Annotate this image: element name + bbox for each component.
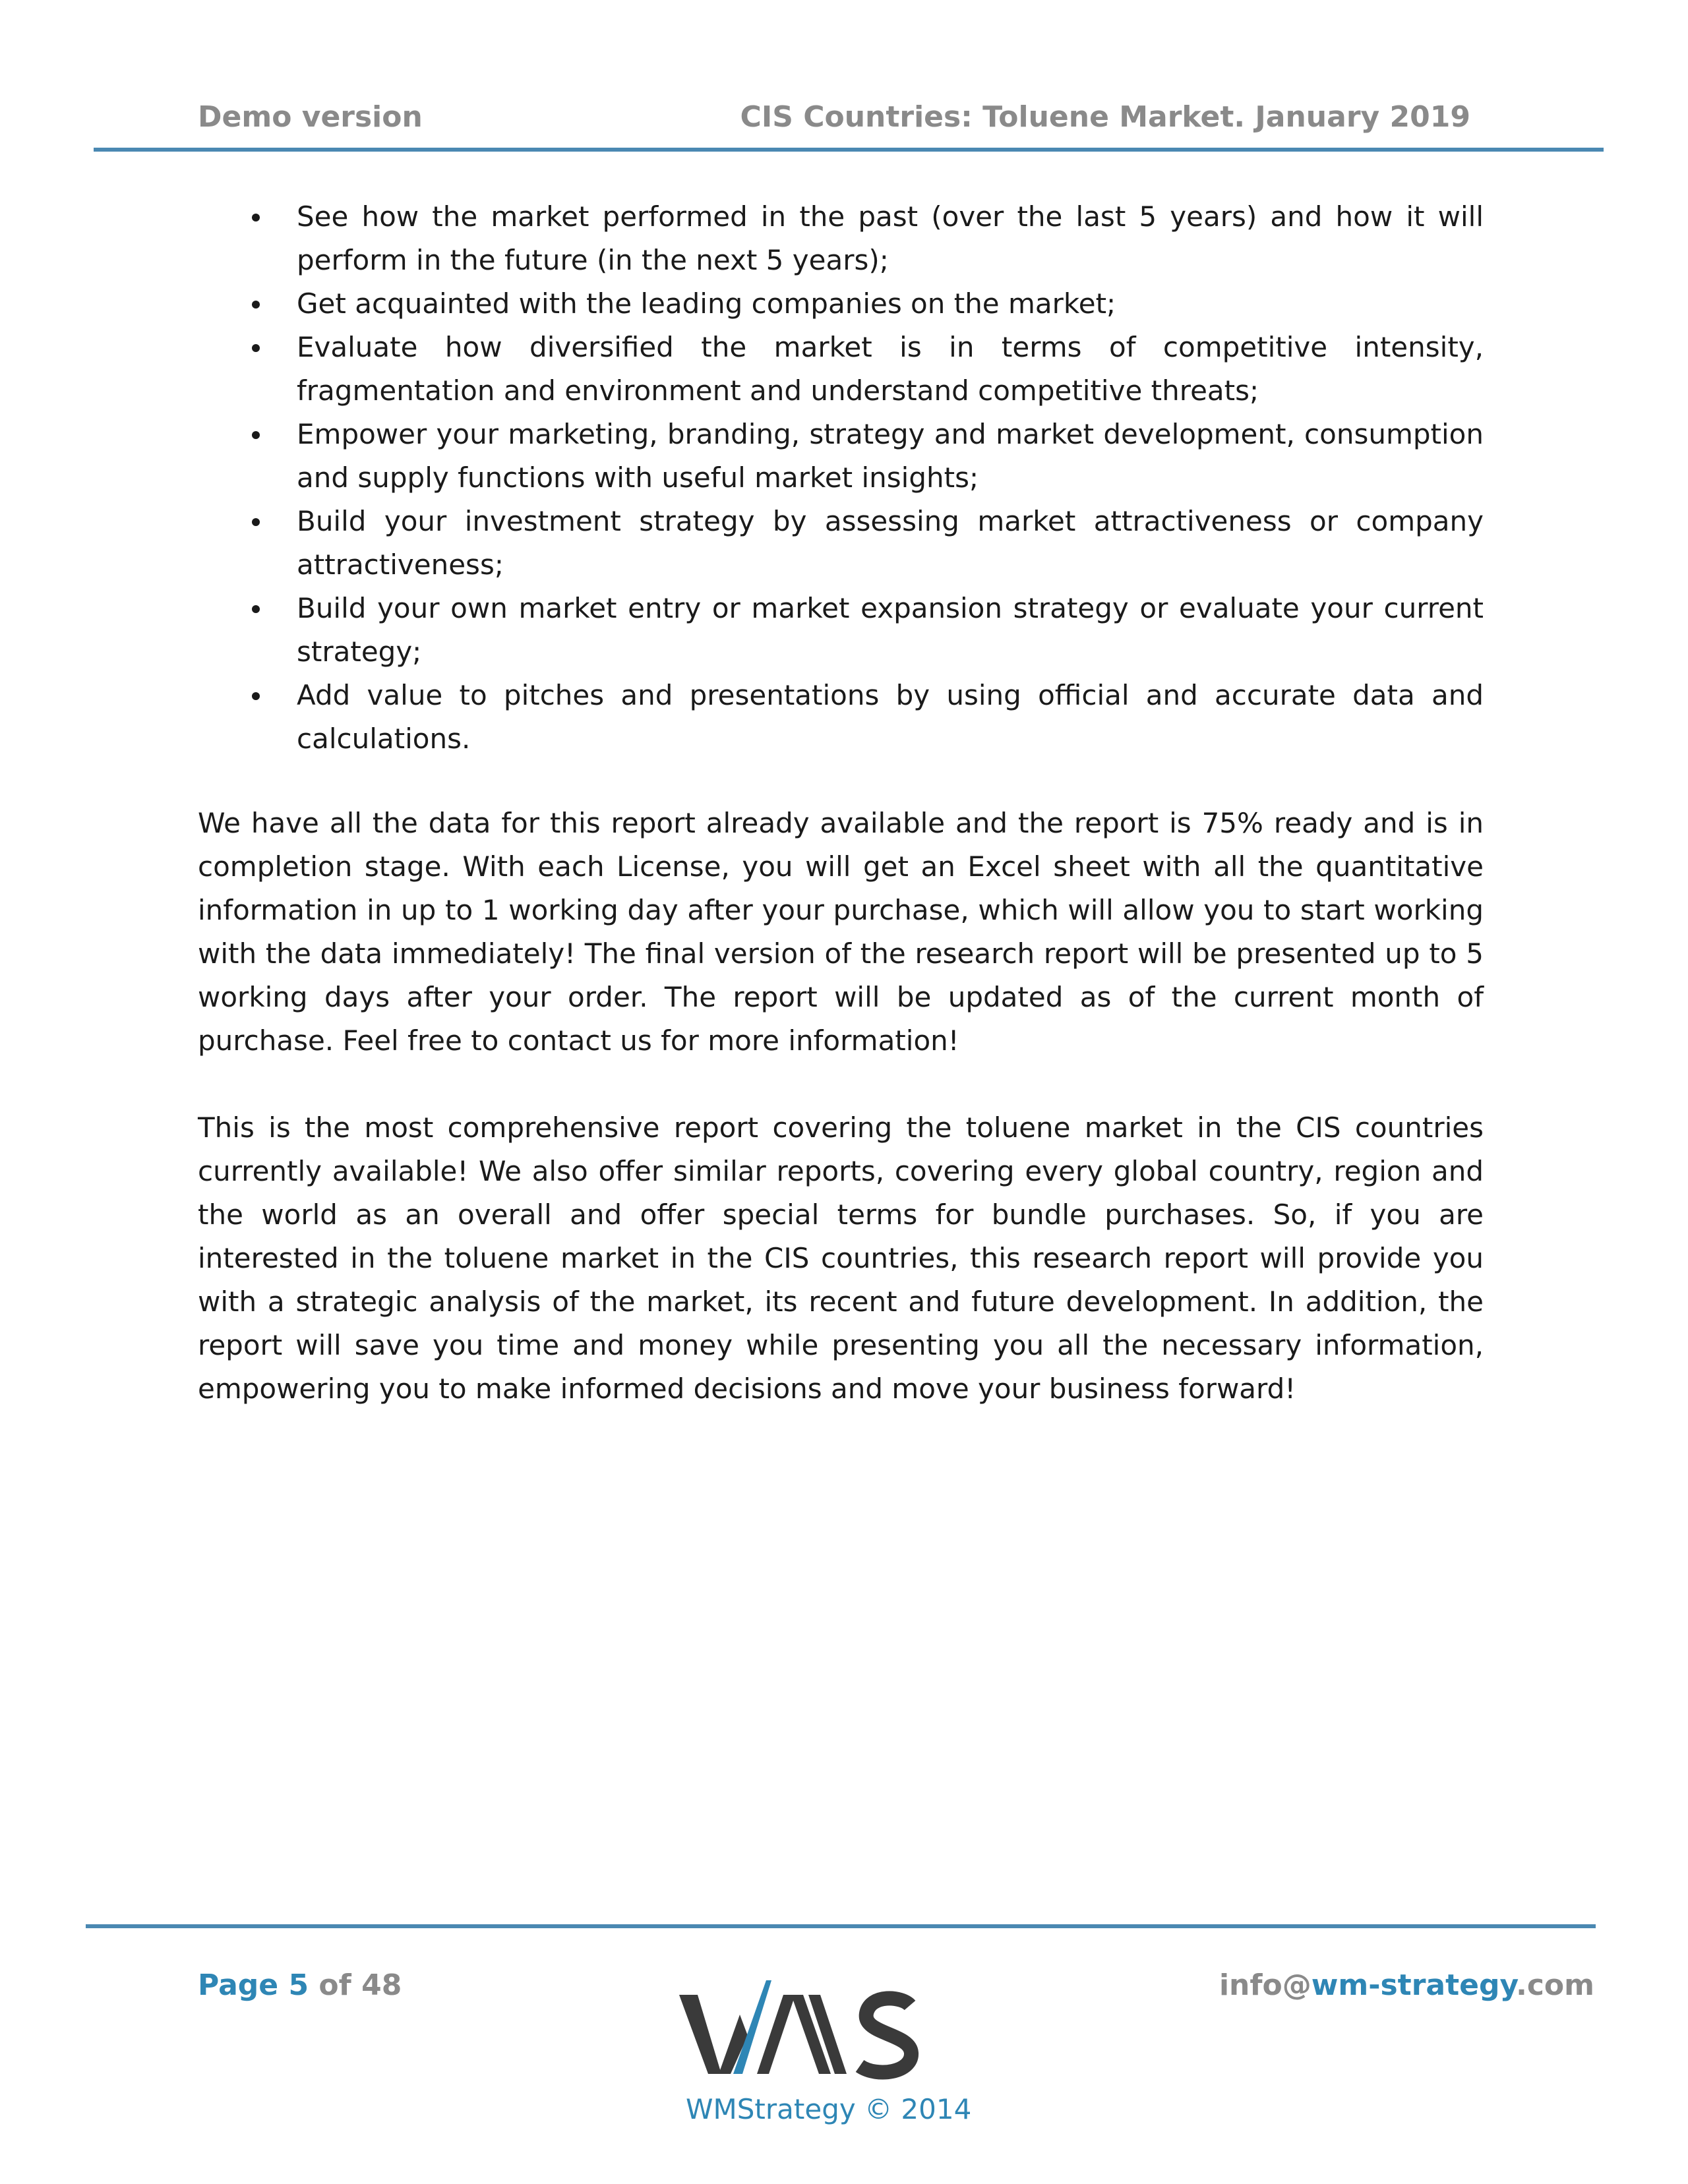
bullet-icon	[252, 605, 260, 613]
list-item	[198, 282, 1484, 326]
logo-s-letter	[860, 1998, 911, 2072]
list-item-text: Get acquainted with the leading companies on the market;	[297, 287, 1116, 320]
bullet-icon	[252, 301, 260, 309]
bullet-icon	[252, 431, 260, 439]
benefits-list	[198, 195, 1484, 761]
bullet-icon	[252, 214, 260, 221]
email-user: info@	[1219, 1968, 1311, 2002]
list-item-text: Evaluate how diversified the market is in terms of competitive intensity, fragmentation and environment and understand competitive threats;	[297, 331, 1484, 407]
list-item	[198, 413, 1484, 500]
page-total: 48	[361, 1968, 402, 2002]
copyright-notice: WMStrategy © 2014	[686, 2093, 972, 2125]
logo-text: WMS	[679, 1975, 681, 1976]
list-item	[198, 326, 1484, 413]
bullet-icon	[252, 518, 260, 526]
list-item-text: Empower your marketing, branding, strategy and market development, consumption and supply functions with useful market insights;	[297, 418, 1484, 494]
email-tld: .com	[1516, 1968, 1594, 2002]
body-paragraph-availability: We have all the data for this report already available and the report is 75% ready and is in completion stage. With each License, you will get an Excel sheet with all the quantitative information in up to 1 working day after your purchase, which will allow you to start working with the data immediately! The final version of the research report will be presented up to 5 working days after your order. The report will be updated as of the current month of purchase. Feel free to contact us for more information!	[198, 807, 1484, 1057]
bullet-icon	[252, 692, 260, 700]
list-item-text: Add value to pitches and presentations by using official and accurate data and calculations.	[297, 679, 1484, 755]
list-item	[198, 500, 1484, 587]
body-paragraph-summary: This is the most comprehensive report covering the toluene market in the CIS countries currently available! We also offer similar reports, covering every global country, region and the world as an overall and offer special terms for bundle purchases. So, if you are interested in the toluene market in the CIS countries, this research report will provide you with a strategic analysis of the market, its recent and future development. In addition, the report will save you time and money while presenting you all the necessary information, empowering you to make informed decisions and move your business forward!	[198, 1111, 1484, 1405]
list-item	[198, 587, 1484, 674]
bullet-icon	[252, 344, 260, 352]
email-domain: wm-strategy	[1311, 1968, 1517, 2002]
page-number: 5	[288, 1968, 309, 2002]
list-item-text: See how the market performed in the past (over the last 5 years) and how it will perform in the future (in the next 5 years);	[297, 200, 1484, 276]
header-divider	[94, 148, 1604, 152]
list-item-text: Build your investment strategy by assessing market attractiveness or company attractiveness;	[297, 505, 1484, 581]
list-item	[198, 195, 1484, 282]
list-item-text: Build your own market entry or market expansion strategy or evaluate your current strategy;	[297, 592, 1484, 668]
page-word: Page	[198, 1968, 279, 2002]
page-of-word: of	[318, 1968, 351, 2002]
page-indicator	[198, 1966, 402, 2005]
contact-email[interactable]	[1219, 1966, 1594, 2005]
list-item	[198, 674, 1484, 761]
header-demo-label: Demo version	[198, 100, 423, 134]
wms-logo	[679, 1975, 969, 2087]
header-report-title: CIS Countries: Toluene Market. January 2019	[740, 100, 1470, 134]
footer-divider	[86, 1924, 1596, 1928]
logo-w-left-stroke	[679, 1995, 721, 2074]
